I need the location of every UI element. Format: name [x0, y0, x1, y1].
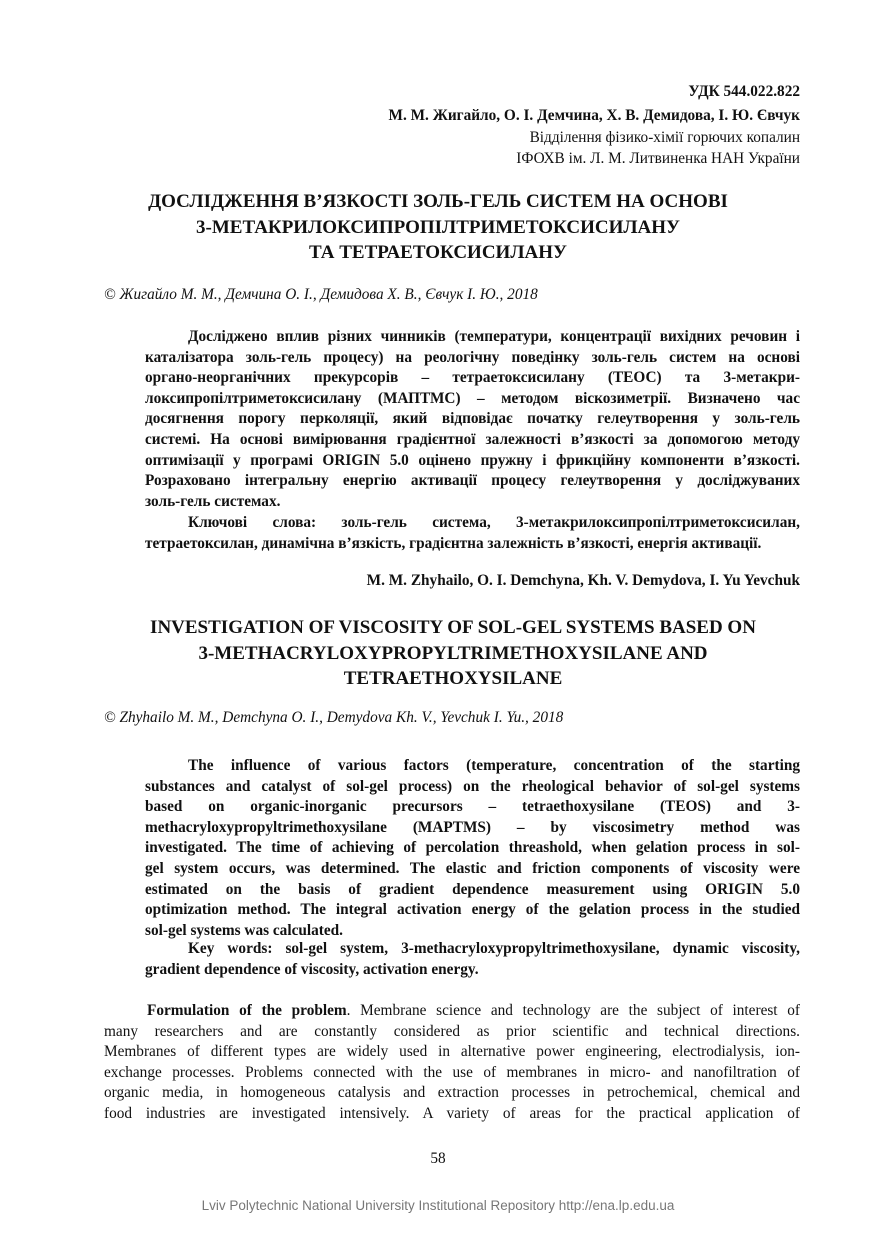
text-line: based on organic-inorganic precursors – tetraethoxysilane (TEOS) and 3- — [145, 798, 800, 816]
title-line: 3-METHACRYLOXYPROPYLTRIMETHOXYSILANE AND — [198, 642, 708, 664]
ua-copyright: © Жигайло М. М., Демчина О. І., Демидова Х. В., Євчук І. Ю., 2018 — [104, 286, 538, 303]
title-line: 3-МЕТАКРИЛОКСИПРОПІЛТРИМЕТОКСИСИЛАНУ — [196, 216, 680, 238]
title-line: INVESTIGATION OF VISCOSITY OF SOL-GEL SYSTEMS BASED ON — [150, 617, 756, 638]
section-lead: Formulation of the problem — [147, 1002, 347, 1019]
text-line: gradient dependence of viscosity, activation energy. — [145, 960, 479, 978]
text-line: optimization method. The integral activation energy of the gelation process in the studied — [145, 901, 800, 919]
en-authors: M. M. Zhyhailo, O. I. Demchyna, Kh. V. Demydova, I. Yu Yevchuk — [366, 572, 800, 589]
text-line: Досліджено вплив різних чинників (температури, концентрації вихідних речовин і — [188, 328, 800, 345]
udk-code: УДК 544.022.822 — [688, 83, 800, 100]
text-line: estimated on the basis of gradient dependence measurement using ORIGIN 5.0 — [145, 880, 800, 898]
text-line: системі. На основі вимірювання градієнтної залежності в’язкості за допомогою методу — [145, 430, 800, 448]
repository-footer: Lviv Polytechnic National University Institutional Repository http://ena.lp.edu.ua — [201, 1198, 675, 1213]
title-line: ТА ТЕТРАЕТОКСИСИЛАНУ — [309, 242, 567, 263]
text-line: many researchers and are constantly considered as prior scientific and technical directions. — [104, 1022, 800, 1040]
title-line: ДОСЛІДЖЕННЯ В’ЯЗКОСТІ ЗОЛЬ-ГЕЛЬ СИСТЕМ НА ОСНОВІ — [148, 191, 728, 212]
text-line: substances and catalyst of sol-gel process) on the rheological behavior of sol-gel systems — [145, 777, 800, 795]
title-line: TETRAETHOXYSILANE — [343, 668, 563, 689]
en-abstract — [145, 756, 800, 941]
text-line: organic media, in homogeneous catalysis and extraction processes in petrochemical, chemical and — [104, 1084, 800, 1102]
text-line: Розраховано інтегральну енергію активації процесу гелеутворення у досліджуваних — [145, 472, 800, 490]
text-line: food industries are investigated intensively. A variety of areas for the practical application of — [104, 1104, 800, 1122]
text-line: exchange processes. Problems connected with the use of membranes in micro- and nanofiltration of — [104, 1063, 800, 1081]
en-title — [60, 615, 846, 692]
text-line: оптимізації у програмі ORIGIN 5.0 оцінено пружну і фрикційну компоненти в’язкості. — [145, 451, 800, 469]
ua-authors: М. М. Жигайло, О. І. Демчина, Х. В. Демидова, І. Ю. Євчук — [388, 107, 800, 124]
page-number: 58 — [430, 1150, 446, 1167]
text-line: досягнення порогу перколяції, який відповідає початку гелеутворення у золь-гель — [145, 410, 800, 428]
ua-keywords — [145, 513, 800, 554]
text-line: каталізатора золь-гель процесу) на реологічну поведінку золь-гель систем на основі — [145, 348, 800, 366]
text-line: Membranes of different types are widely used in alternative power engineering, electrodialysis, ion- — [104, 1043, 800, 1061]
text-run: . Membrane science and technology are the subject of interest of — [346, 1002, 800, 1019]
text-line: органо-неорганічних прекурсорів – тетраетоксисилану (ТЕОС) та 3-метакри- — [145, 369, 800, 387]
text-line: тетраетоксилан, динамічна в’язкість, градієнтна залежність в’язкості, енергія активації. — [145, 534, 762, 552]
text-line: Ключові слова: золь-гель система, 3-метакрилоксипропілтриметоксисилан, — [188, 514, 800, 531]
ua-title — [60, 189, 816, 266]
text-line — [104, 1001, 800, 1022]
text-line: локсипропілтриметоксисилану (МАПТМС) – методом віскозиметрії. Визначено час — [145, 389, 800, 407]
text-line: methacryloxypropyltrimethoxysilane (MAPTMS) – by viscosimetry method was — [145, 818, 800, 836]
text-line: gel system occurs, was determined. The elastic and friction components of viscosity were — [145, 859, 800, 877]
ua-affiliation — [516, 128, 800, 169]
text-line: investigated. The time of achieving of percolation threashold, when gelation process in sol- — [145, 839, 800, 857]
body-paragraph — [104, 1001, 800, 1125]
en-copyright: © Zhyhailo M. M., Demchyna O. I., Demydova Kh. V., Yevchuk I. Yu., 2018 — [104, 709, 564, 726]
text-line: sol-gel systems was calculated. — [145, 921, 343, 939]
ua-abstract — [145, 327, 800, 512]
text-line: Key words: sol-gel system, 3-methacryloxypropyltrimethoxysilane, dynamic viscosity, — [188, 940, 800, 957]
affiliation-line: Відділення фізико-хімії горючих копалин — [529, 129, 800, 146]
text-line: золь-гель системах. — [145, 492, 281, 510]
en-keywords — [145, 939, 800, 980]
affiliation-line: ІФОХВ ім. Л. М. Литвиненка НАН України — [516, 149, 800, 167]
text-line: The influence of various factors (temperature, concentration of the starting — [188, 757, 800, 774]
